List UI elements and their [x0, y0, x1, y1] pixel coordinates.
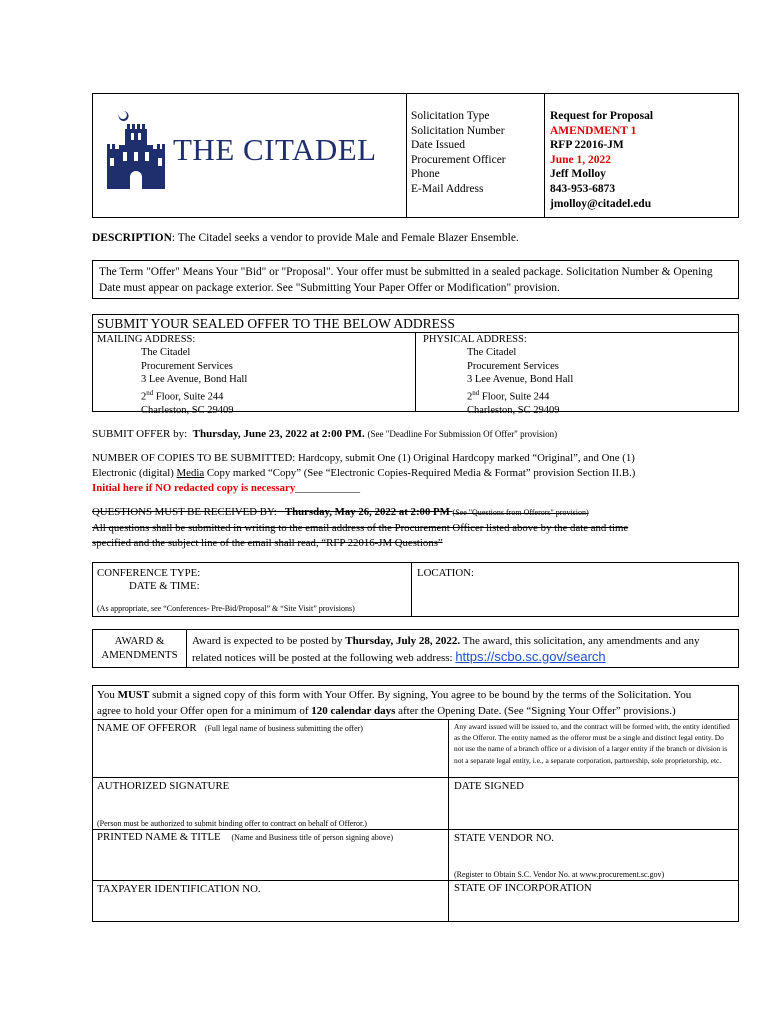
header-values-cell: [545, 94, 738, 217]
address-heading: SUBMIT YOUR SEALED OFFER TO THE BELOW ADDRESS: [97, 316, 455, 331]
signature-note: (Person must be authorized to submit binding offer to contract on behalf of Offeror.): [97, 819, 367, 828]
offer-note-text: The Term "Offer" Means Your "Bid" or "Proposal". Your offer must be submitted in a sealed package. Solicitation Number & Opening Date must appear on package exterior. See "Submitting Your Paper Offer or Modification" provision.: [99, 266, 713, 294]
submit-offer-label: SUBMIT OFFER by:: [92, 428, 188, 440]
offeror-box: [92, 685, 739, 922]
questions-line-1: QUESTIONS MUST BE RECEIVED BY: Thursday, May 26, 2022 at 2:00 PM (See "Questions from Offerors" provision): [92, 506, 589, 518]
authorized-signature-field[interactable]: AUTHORIZED SIGNATURE: [97, 780, 230, 792]
value-solicitation-number: RFP 22016-JM: [550, 139, 624, 152]
state-vendor-field[interactable]: STATE VENDOR NO.: [454, 832, 555, 844]
offer-note-box: [92, 260, 739, 299]
award-text: Award is expected to be posted by Thursday, July 28, 2022. The award, this solicitation, any amendments and any related notices will be posted at the following web address: https://scbo.sc.gov/search: [192, 635, 700, 664]
value-phone: 843-953-6873: [550, 182, 616, 195]
physical-line-4: 2nd Floor, Suite 244: [467, 388, 550, 403]
submit-offer-date: Thursday, June 23, 2022 at 2:00 PM.: [192, 428, 365, 440]
description-text: : The Citadel seeks a vendor to provide Male and Female Blazer Ensemble.: [171, 232, 519, 244]
header-labels: [411, 109, 506, 197]
mailing-line-1: The Citadel: [141, 347, 191, 359]
offeror-entity-note: Any award issued will be issued to, and the contract will be formed with, the entity identified as the Offeror. The entity named as the offeror must be a single and distinct legal entity. Do not use the name of a branch office or a division of a larger entity if the branch or division is not a separate legal entity, i.e., a separate corporation, partnership, sole proprietorship, etc.: [454, 722, 730, 765]
label-procurement-officer: Procurement Officer: [411, 153, 506, 166]
header-table: [92, 93, 739, 218]
initial-blank[interactable]: ____________: [295, 482, 360, 495]
logo-wordmark: THE CITADEL: [173, 132, 377, 167]
label-email: E-Mail Address: [411, 182, 484, 195]
award-url-link[interactable]: https://scbo.sc.gov/search: [455, 649, 606, 664]
description: [92, 232, 519, 244]
copies-line-1: NUMBER OF COPIES TO BE SUBMITTED: Hardcopy, submit One (1) Original Hardcopy marked “Original”, and One (1): [92, 452, 635, 464]
printed-name-field[interactable]: PRINTED NAME & TITLE (Name and Business title of person signing above): [97, 831, 393, 843]
mailing-line-2: Procurement Services: [141, 360, 233, 372]
mailing-line-3: 3 Lee Avenue, Bond Hall: [141, 374, 248, 386]
physical-address-label: PHYSICAL ADDRESS:: [423, 334, 527, 345]
label-phone: Phone: [411, 168, 440, 181]
address-divider-v: [415, 332, 416, 411]
header-values: [550, 109, 653, 211]
questions-line-2: All questions shall be submitted in writing to the email address of the Procurement Officer listed above by the date and time: [92, 521, 629, 534]
conference-location-label: LOCATION:: [417, 567, 474, 579]
physical-line-5: Charleston, SC 29409: [467, 404, 560, 416]
value-date-issued: June 1, 2022: [550, 153, 612, 166]
conference-date-label: DATE & TIME:: [129, 580, 200, 592]
submit-offer: [92, 428, 557, 440]
conference-note: (As appropriate, see “Conferences- Pre-Bid/Proposal” & “Site Visit” provisions): [97, 604, 355, 613]
physical-line-3: 3 Lee Avenue, Bond Hall: [467, 374, 574, 386]
address-box: [92, 314, 739, 416]
conference-box: [92, 562, 739, 617]
mailing-line-5: Charleston, SC 29409: [141, 404, 234, 416]
value-procurement-officer: Jeff Molloy: [550, 168, 606, 181]
questions-line-3: specified and the subject line of the email shall read, “RFP 22016-JM Questions”: [92, 537, 443, 549]
conference-divider-v: [411, 563, 412, 616]
value-solicitation-type: Request for Proposal: [550, 110, 654, 122]
state-incorporation-field[interactable]: STATE OF INCORPORATION: [454, 882, 592, 894]
award-box: [92, 629, 739, 668]
value-amendment: AMENDMENT 1: [550, 124, 637, 137]
taxpayer-id-field[interactable]: TAXPAYER IDENTIFICATION NO.: [97, 883, 261, 895]
physical-address: [423, 333, 573, 417]
description-label: DESCRIPTION: [92, 232, 172, 244]
date-signed-field[interactable]: DATE SIGNED: [454, 780, 524, 792]
offeror-intro: You MUST submit a signed copy of this form with Your Offer. By signing, You agree to be bound by the terms of the Solicitation. You agree to hold your Offer open for a minimum of 120 calendar days after the Opening Date. (See “Signing Your Offer” provisions.): [97, 689, 692, 717]
questions-section: [92, 505, 628, 552]
physical-line-2: Procurement Services: [467, 360, 559, 372]
label-date-issued: Date Issued: [411, 139, 465, 152]
award-divider-v: [186, 630, 187, 667]
offeror-name-field[interactable]: NAME OF OFFEROR (Full legal name of business submitting the offer): [97, 722, 363, 734]
copies-initial: Initial here if NO redacted copy is necessary____________: [92, 482, 360, 495]
copies-section: [92, 451, 635, 497]
value-email: jmolloy@citadel.edu: [550, 197, 652, 210]
label-solicitation-number: Solicitation Number: [411, 124, 505, 137]
submit-offer-note: (See "Deadline For Submission Of Offer" provision): [367, 429, 558, 439]
vendor-note: (Register to Obtain S.C. Vendor No. at www.procurement.sc.gov): [454, 870, 665, 879]
logo-cell: [93, 94, 407, 217]
award-label: AWARD & AMENDMENTS: [101, 635, 178, 661]
header-labels-cell: [407, 94, 545, 217]
conference-type-label: CONFERENCE TYPE:: [97, 567, 201, 579]
citadel-tower-logo: [105, 110, 167, 190]
mailing-address-label: MAILING ADDRESS:: [97, 334, 196, 345]
copies-line-2: Electronic (digital) Media Copy marked “Copy” (See “Electronic Copies-Required Media & Format” provision Section II.B.): [92, 467, 636, 480]
label-solicitation-type: Solicitation Type: [411, 110, 490, 122]
physical-line-1: The Citadel: [467, 347, 517, 359]
mailing-line-4: 2nd Floor, Suite 244: [141, 388, 224, 403]
mailing-address: [97, 333, 247, 417]
